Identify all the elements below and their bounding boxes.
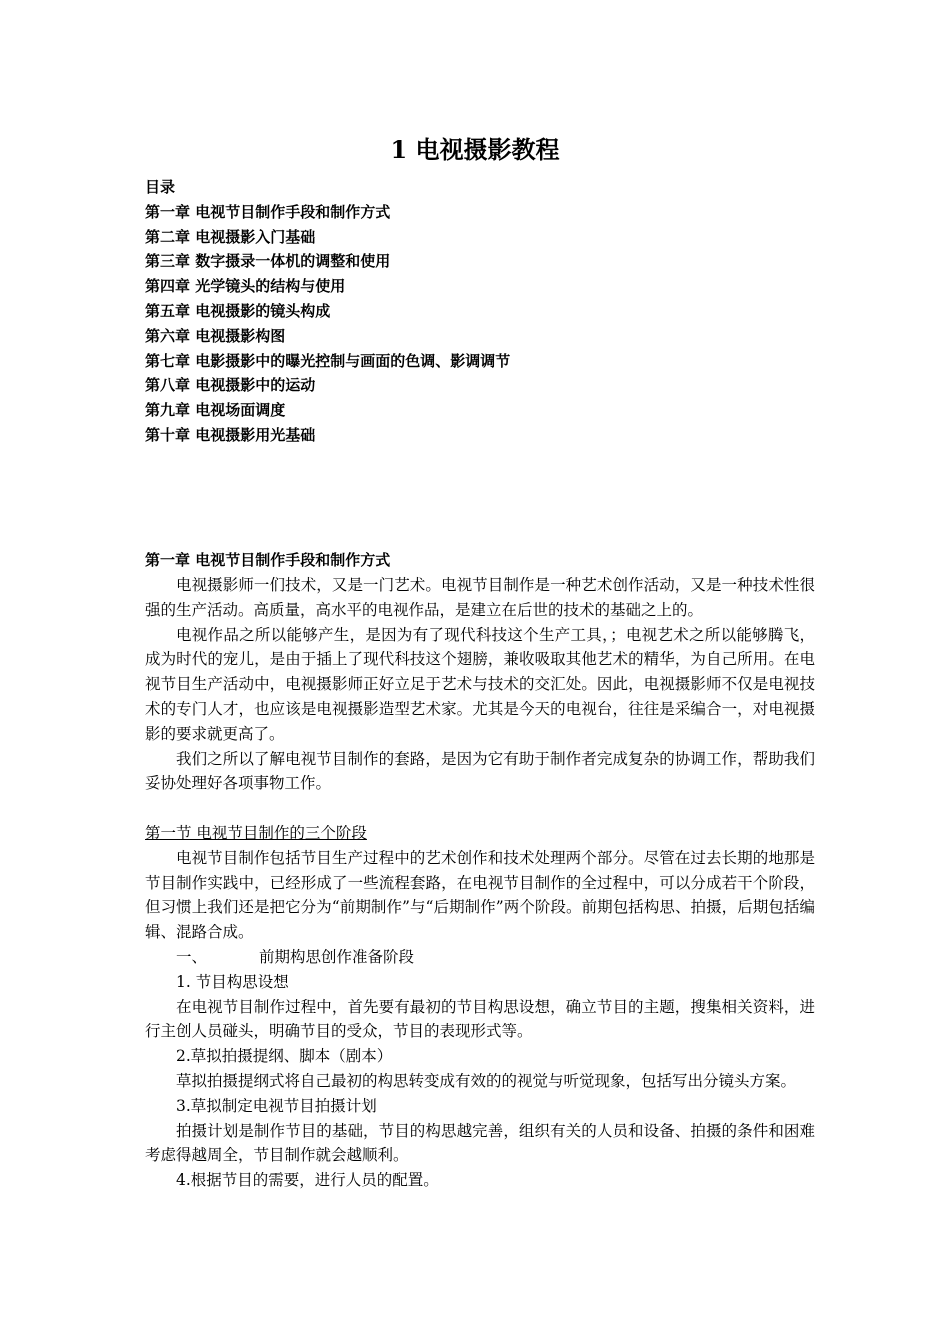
stage-number: 一、 bbox=[176, 947, 208, 966]
stage-heading bbox=[145, 945, 815, 970]
toc-item: 第二章 电视摄影入门基础 bbox=[145, 227, 316, 246]
step-paragraph: 草拟拍摄提纲式将自己最初的构思转变成有效的的视觉与听觉现象，包括写出分镜头方案。 bbox=[176, 1071, 797, 1090]
section-heading: 第一节 电视节目制作的三个阶段 bbox=[145, 823, 367, 842]
chapter-paragraph: 电视摄影师一们技术，又是一门艺术。电视节目制作是一种艺术创作活动，又是一种技术性很强的生产活动。高质量，高水平的电视作品，是建立在后世的技术的基础之上的。 bbox=[145, 576, 815, 619]
toc-item: 第五章 电视摄影的镜头构成 bbox=[145, 301, 331, 320]
toc-item: 第一章 电视节目制作手段和制作方式 bbox=[145, 202, 391, 221]
step-heading: 4.根据节目的需要，进行人员的配置。 bbox=[176, 1171, 439, 1190]
stage-title: 前期构思创作准备阶段 bbox=[259, 947, 415, 966]
step-heading: 1. 节目构思设想 bbox=[176, 972, 289, 991]
document-title: 1 电视摄影教程 bbox=[390, 135, 560, 164]
step-paragraph: 在电视节目制作过程中，首先要有最初的节目构思设想，确立节目的主题，搜集相关资料，进行主创人员碰头，明确节目的受众，节目的表现形式等。 bbox=[145, 997, 815, 1041]
toc-item: 第六章 电视摄影构图 bbox=[145, 326, 286, 345]
step-heading: 2.草拟拍摄提纲、脚本（剧本） bbox=[176, 1047, 393, 1066]
section-intro-paragraph: 电视节目制作包括节目生产过程中的艺术创作和技术处理两个部分。尽管在过去长期的地那是节目制作实践中，已经形成了一些流程套路，在电视节目制作的全过程中，可以分成若干个阶段，但习惯上我们还是把它分为“前期制作”与“后期制作”两个阶段。前期包括构思、拍摄，后期包括编辑、混路合成。 bbox=[145, 848, 815, 942]
toc-item: 第九章 电视场面调度 bbox=[145, 401, 286, 420]
toc-item: 第七章 电影摄影中的曝光控制与画面的色调、影调调节 bbox=[145, 351, 511, 370]
paragraph-spacer bbox=[145, 796, 815, 821]
toc-item: 第八章 电视摄影中的运动 bbox=[145, 376, 316, 395]
toc-item: 第四章 光学镜头的结构与使用 bbox=[145, 277, 346, 296]
chapter-paragraph: 我们之所以了解电视节目制作的套路，是因为它有助于制作者完成复杂的协调工作，帮助我们妥协处理好各项事物工作。 bbox=[145, 749, 815, 793]
table-of-contents bbox=[145, 175, 825, 448]
step-paragraph: 拍摄计划是制作节目的基础，节目的构思越完善，组织有关的人员和设备、拍摄的条件和困难考虑得越周全，节目制作就会越顺利。 bbox=[145, 1121, 815, 1165]
toc-item: 第三章 数字摄录一体机的调整和使用 bbox=[145, 252, 391, 271]
toc-item: 第十章 电视摄影用光基础 bbox=[145, 425, 316, 444]
chapter-heading: 第一章 电视节目制作手段和制作方式 bbox=[145, 551, 391, 569]
toc-heading: 目录 bbox=[145, 178, 176, 196]
document-body bbox=[145, 547, 815, 1193]
step-heading: 3.草拟制定电视节目拍摄计划 bbox=[176, 1096, 377, 1115]
chapter-paragraph: 电视作品之所以能够产生，是因为有了现代科技这个生产工具，；电视艺术之所以能够腾飞，成为时代的宠儿，是由于插上了现代科技这个翅膀，兼收吸取其他艺术的精华，为自己所用。在电视节目生产活动中，电视摄影师正好立足于艺术与技术的交汇处。因此，电视摄影师不仅是电视技术的专门人才，也应该是电视摄影造型艺术家。尤其是今天的电视台，往往是采编合一，对电视摄影的要求就更高了。 bbox=[145, 625, 815, 743]
